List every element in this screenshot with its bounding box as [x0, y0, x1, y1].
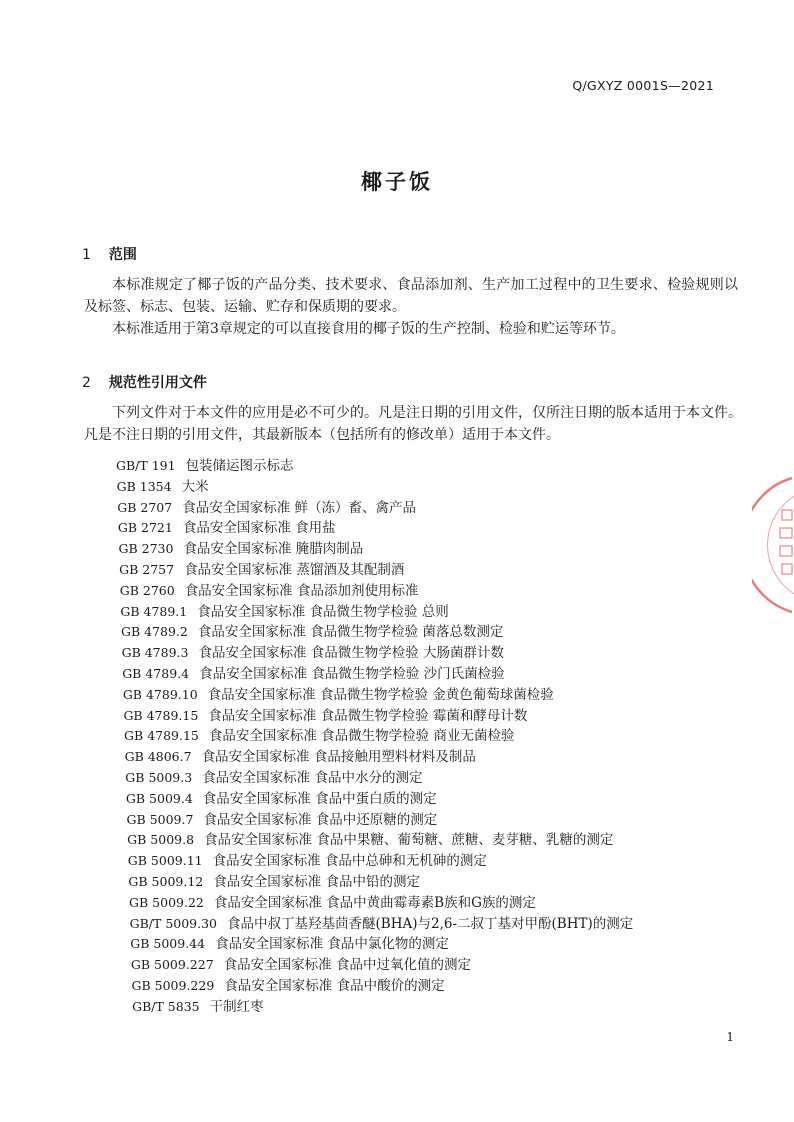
reference-title: 食品安全国家标准 食品中总砷和无机砷的测定 [212, 853, 487, 870]
reference-title: 食品安全国家标准 食品添加剂使用标准 [184, 582, 419, 599]
reference-code: GB 4789.4 [122, 666, 190, 681]
reference-title: 包装储运图示标志 [185, 458, 294, 474]
reference-code: GB 4789.15 [123, 707, 199, 723]
reference-item [118, 537, 363, 557]
reference-title: 食品安全国家标准 食品中果糖、葡萄糖、蔗糖、麦芽糖、乳糖的测定 [204, 832, 614, 849]
reference-title: 食品安全国家标准 食品微生物学检验 沙门氏菌检验 [199, 666, 505, 682]
reference-code: GB 5009.4 [125, 790, 193, 806]
reference-code: GB 5009.11 [127, 853, 203, 869]
reference-title: 食品安全国家标准 食品微生物学检验 总则 [197, 603, 449, 620]
reference-title: 食品安全国家标准 鲜（冻）畜、禽产品 [182, 499, 416, 516]
reference-code: GB 2707 [117, 499, 173, 515]
reference-title: 食品安全国家标准 食品微生物学检验 金黄色葡萄球菌检验 [207, 686, 554, 703]
reference-code: GB 5009.229 [131, 978, 215, 993]
reference-title: 食品安全国家标准 食品中水分的测定 [202, 770, 423, 786]
reference-item [122, 641, 504, 661]
reference-item [117, 496, 416, 516]
reference-title: 食品安全国家标准 食品中铅的测定 [213, 874, 421, 890]
reference-item [128, 849, 487, 869]
reference-item [120, 600, 448, 620]
reference-code: GB 4806.7 [124, 749, 192, 765]
reference-title: 食品安全国家标准 食品微生物学检验 菌落总数测定 [197, 624, 504, 641]
reference-title: 食品安全国家标准 食品微生物学检验 商业无菌检验 [208, 728, 515, 745]
official-seal-partial [752, 470, 794, 620]
reference-code: GB 5009.22 [129, 894, 204, 910]
reference-code: GB 5009.12 [128, 874, 204, 889]
reference-title: 食品安全国家标准 食品中黄曲霉毒素B族和G族的测定 [213, 894, 536, 911]
reference-code: GB 2760 [119, 582, 175, 598]
reference-item [127, 828, 613, 848]
section-number: 2 [82, 375, 91, 391]
reference-title: 食品安全国家标准 食品中氯化物的测定 [215, 936, 449, 953]
reference-title: 食品安全国家标准 食品接触用塑料材料及制品 [201, 749, 476, 766]
section-title: 规范性引用文件 [108, 375, 207, 391]
reference-code: GB 4789.1 [120, 603, 188, 619]
reference-title: 食品安全国家标准 蒸馏酒及其配制酒 [184, 562, 405, 578]
reference-item [118, 516, 336, 536]
reference-code: GB 4789.3 [121, 645, 189, 661]
reference-title: 食品安全国家标准 食品微生物学检验 大肠菌群计数 [198, 645, 505, 662]
reference-code: GB/T 191 [116, 458, 176, 473]
reference-title: 食品安全国家标准 腌腊肉制品 [183, 541, 364, 558]
reference-code: GB/T 5009.30 [129, 915, 218, 931]
reference-item [120, 579, 419, 599]
reference-item [131, 953, 471, 973]
reference-code: GB 5009.3 [125, 770, 193, 785]
reference-item [123, 704, 527, 724]
reference-code: GB 4789.15 [124, 728, 199, 744]
page-number: 1 [726, 1030, 734, 1044]
reference-item [124, 724, 514, 744]
reference-item [132, 995, 264, 1015]
scope-paragraph-1: 本标准规定了椰子饭的产品分类、技术要求、食品添加剂、生产加工过程中的卫生要求、检验规则以及标签、标志、包装、运输、贮存和保质期的要求。 [84, 277, 738, 315]
section-heading-scope [82, 244, 137, 264]
reference-code: GB/T 5835 [132, 998, 200, 1014]
reference-title: 食品安全国家标准 食品中还原糖的测定 [203, 811, 438, 828]
reference-item [125, 766, 422, 786]
reference-code: GB 4789.2 [120, 624, 188, 640]
section-heading-references [82, 372, 207, 392]
reference-code: GB 4789.10 [122, 686, 198, 702]
reference-title: 食品安全国家标准 食品中蛋白质的测定 [202, 790, 437, 807]
document-title: 椰子饭 [361, 170, 433, 194]
reference-title: 食品中叔丁基羟基茴香醚(BHA)与2,6-二叔丁基对甲酚(BHT)的测定 [227, 915, 634, 932]
section-title: 范围 [108, 247, 137, 263]
reference-item [125, 745, 476, 765]
reference-code: GB 5009.227 [130, 957, 214, 973]
reference-item [127, 808, 438, 828]
reference-title: 干制红枣 [209, 998, 264, 1015]
reference-code: GB 2721 [117, 520, 173, 536]
reference-title: 食品安全国家标准 食品中酸价的测定 [224, 978, 445, 994]
reference-code: GB 5009.7 [126, 811, 194, 827]
reference-item [121, 620, 503, 640]
reference-code: GB 5009.8 [127, 832, 195, 848]
reference-item [128, 870, 420, 890]
reference-item [116, 454, 294, 474]
reference-item [130, 932, 449, 952]
reference-code: GB 2757 [119, 562, 175, 577]
references-intro: 下列文件对于本文件的应用是必不可少的。凡是注日期的引用文件，仅所注日期的版本适用于本文件。凡是不注日期的引用文件，其最新版本（包括所有的修改单）适用于本文件。 [84, 405, 742, 443]
reference-item [130, 912, 634, 932]
reference-code: GB 1354 [116, 478, 172, 494]
section-number: 1 [82, 247, 91, 263]
scope-paragraph-2: 本标准适用于第3章规定的可以直接食用的椰子饭的生产控制、检验和贮运等环节。 [112, 321, 625, 337]
document-code: Q/GXYZ 0001S—2021 [572, 78, 714, 93]
reference-item [132, 974, 445, 994]
reference-item [122, 662, 504, 682]
reference-code: GB 2730 [118, 541, 174, 557]
reference-item [117, 475, 209, 495]
reference-title: 食品安全国家标准 食用盐 [182, 520, 336, 537]
reference-item [129, 891, 536, 911]
reference-item [119, 558, 404, 578]
reference-item [123, 683, 554, 703]
reference-title: 大米 [181, 478, 209, 495]
reference-code: GB 5009.44 [130, 936, 206, 952]
reference-title: 食品安全国家标准 食品中过氧化值的测定 [223, 957, 471, 974]
reference-item [126, 787, 437, 807]
reference-title: 食品安全国家标准 食品微生物学检验 霉菌和酵母计数 [208, 707, 528, 724]
